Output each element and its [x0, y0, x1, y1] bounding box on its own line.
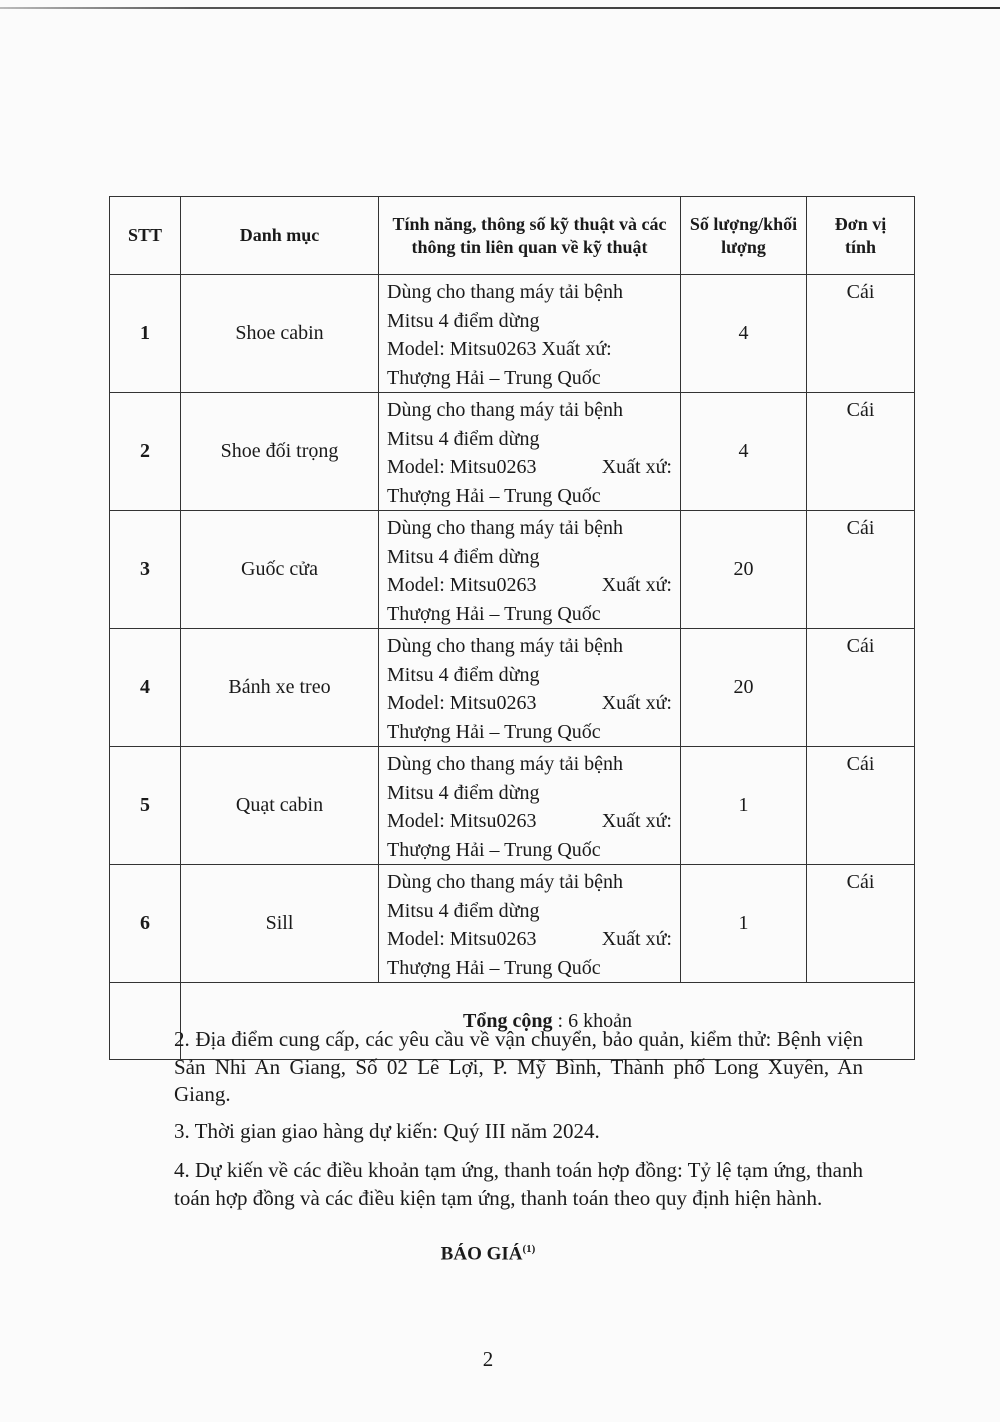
spec-line [387, 689, 672, 718]
total-value: : 6 khoản [557, 1009, 632, 1032]
heading-footnote-ref: (1) [522, 1243, 536, 1255]
spec-origin-label: Xuất xứ: [601, 692, 672, 714]
table-header-row [110, 197, 915, 275]
spec-line: Dùng cho thang máy tải bệnh [387, 753, 624, 775]
cell-qty: 1 [681, 747, 807, 865]
cell-qty: 1 [681, 865, 807, 983]
cell-name: Guốc cửa [181, 511, 379, 629]
cell-name: Sill [181, 865, 379, 983]
spec-line: Dùng cho thang máy tải bệnh [387, 871, 624, 893]
total-label: Tổng cộng [463, 1009, 553, 1032]
spec-model: Model: Mitsu0263 [387, 338, 537, 360]
spec-line: Mitsu 4 điểm dừng [387, 309, 540, 332]
spec-model: Model: Mitsu0263 [387, 574, 537, 596]
spec-table [109, 196, 915, 1060]
spec-line: Mitsu 4 điểm dừng [387, 781, 540, 804]
cell-name: Shoe cabin [181, 275, 379, 393]
table-row [110, 629, 915, 747]
quotation-heading [0, 1243, 976, 1265]
cell-spec [379, 275, 681, 393]
paragraph-text: 2. Địa điểm cung cấp, các yêu cầu về vận chuyển, bảo quản, kiểm thử: Bệnh viện Sản Nhi An Giang, Số 02 Lê Lợi, P. Mỹ Bình, Thành phố Long Xuyên, An Giang. [174, 1027, 863, 1106]
spec-origin-label: Xuất xứ: [601, 928, 672, 950]
spec-origin-label: Xuất xứ: [601, 574, 672, 596]
heading-text: BÁO GIÁ [440, 1243, 523, 1265]
cell-spec [379, 747, 681, 865]
spec-model: Model: Mitsu0263 [387, 692, 537, 714]
cell-spec [379, 629, 681, 747]
cell-name: Quạt cabin [181, 747, 379, 865]
spec-line: Mitsu 4 điểm dừng [387, 427, 540, 450]
spec-model: Model: Mitsu0263 [387, 456, 537, 478]
cell-unit: Cái [807, 865, 915, 983]
cell-stt: 4 [110, 629, 181, 747]
cell-unit: Cái [807, 275, 915, 393]
spec-line [387, 807, 672, 836]
header-unit: Đơn vị tính [807, 197, 915, 275]
header-spec: Tính năng, thông số kỹ thuật và các thông tin liên quan về kỹ thuật [379, 197, 681, 275]
cell-stt: 2 [110, 393, 181, 511]
spec-line: Dùng cho thang máy tải bệnh [387, 281, 624, 303]
spec-line: Thượng Hải – Trung Quốc [387, 838, 601, 861]
spec-model: Model: Mitsu0263 [387, 810, 537, 832]
page-number: 2 [482, 1347, 494, 1371]
cell-spec [379, 511, 681, 629]
spec-line: Thượng Hải – Trung Quốc [387, 484, 601, 507]
cell-name: Shoe đối trọng [181, 393, 379, 511]
header-name: Danh mục [181, 197, 379, 275]
header-qty: Số lượng/khối lượng [681, 197, 807, 275]
spec-origin-label: Xuất xứ: [601, 456, 672, 478]
spec-line [387, 453, 672, 482]
cell-spec [379, 393, 681, 511]
header-stt: STT [110, 197, 181, 275]
cell-qty: 4 [681, 393, 807, 511]
cell-qty: 20 [681, 511, 807, 629]
spec-line: Thượng Hải – Trung Quốc [387, 720, 601, 743]
spec-line: Mitsu 4 điểm dừng [387, 899, 540, 922]
table-row [110, 865, 915, 983]
table-row [110, 393, 915, 511]
cell-name: Bánh xe treo [181, 629, 379, 747]
cell-spec [379, 865, 681, 983]
spec-line [387, 925, 672, 954]
spec-line: Dùng cho thang máy tải bệnh [387, 517, 624, 539]
table-row [110, 511, 915, 629]
paragraph-delivery-time [118, 1118, 863, 1146]
spec-line: Mitsu 4 điểm dừng [387, 663, 540, 686]
cell-qty: 20 [681, 629, 807, 747]
cell-stt: 6 [110, 865, 181, 983]
spec-origin-label: Xuất xứ: [601, 810, 672, 832]
top-rule [0, 7, 1000, 9]
spec-line [387, 571, 672, 600]
table-row [110, 275, 915, 393]
cell-unit: Cái [807, 629, 915, 747]
spec-line: Thượng Hải – Trung Quốc [387, 602, 601, 625]
spec-line: Mitsu 4 điểm dừng [387, 545, 540, 568]
paragraph-payment-terms [118, 1157, 863, 1212]
spec-line [387, 335, 672, 364]
spec-origin-label: Xuất xứ: [541, 338, 612, 360]
cell-unit: Cái [807, 747, 915, 865]
spec-model: Model: Mitsu0263 [387, 928, 537, 950]
cell-stt: 1 [110, 275, 181, 393]
table-row [110, 747, 915, 865]
paragraph-delivery-location [118, 1026, 863, 1109]
cell-unit: Cái [807, 393, 915, 511]
spec-line: Dùng cho thang máy tải bệnh [387, 399, 624, 421]
cell-stt: 3 [110, 511, 181, 629]
paragraph-text: 4. Dự kiến về các điều khoản tạm ứng, thanh toán hợp đồng: Tỷ lệ tạm ứng, thanh toán hợp đồng và các điều kiện tạm ứng, thanh toán theo quy định hiện hành. [174, 1158, 863, 1210]
cell-unit: Cái [807, 511, 915, 629]
cell-qty: 4 [681, 275, 807, 393]
paragraph-text: 3. Thời gian giao hàng dự kiến: Quý III năm 2024. [174, 1119, 600, 1143]
cell-stt: 5 [110, 747, 181, 865]
spec-line: Thượng Hải – Trung Quốc [387, 956, 601, 979]
spec-line: Thượng Hải – Trung Quốc [387, 366, 601, 389]
spec-line: Dùng cho thang máy tải bệnh [387, 635, 624, 657]
